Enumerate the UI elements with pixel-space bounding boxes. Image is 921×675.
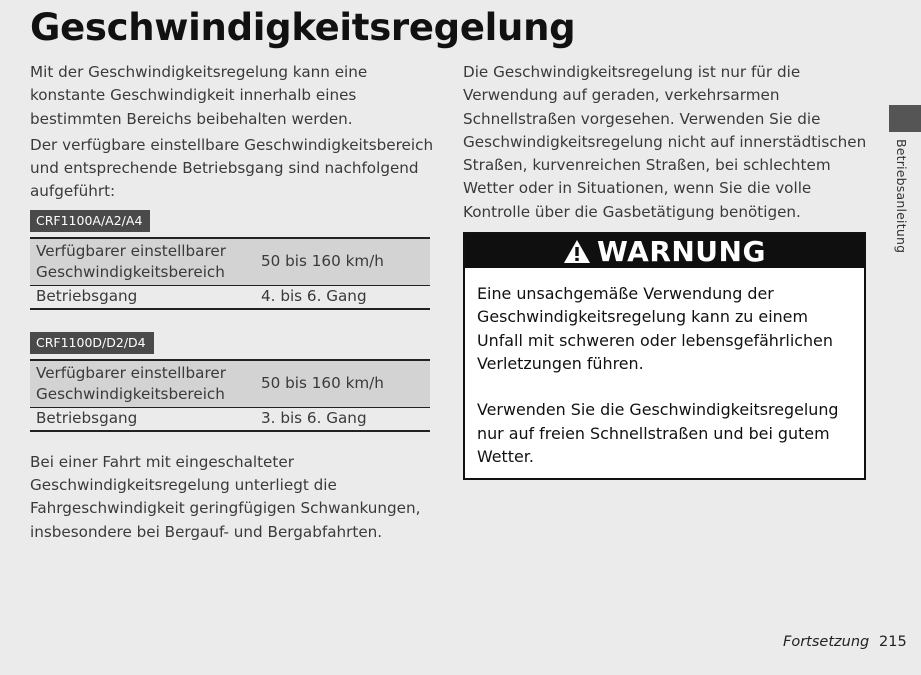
warning-title: WARNUNG	[597, 234, 766, 268]
warning-box	[463, 232, 866, 480]
spec-table-d	[30, 359, 430, 432]
continued-label: Fortsetzung	[783, 634, 870, 650]
intro-paragraph: Mit der Geschwindigkeitsregelung kann eine konstante Geschwindigkeit innerhalb eines bestimmten Bereichs beibehalten werden.	[30, 63, 368, 128]
table-cell-value: 4. bis 6. Gang	[255, 285, 430, 309]
usage-paragraph: Die Geschwindigkeitsregelung ist nur für die Verwendung auf geraden, verkehrsarmen Schnellstraßen vorgesehen. Verwenden Sie die Geschwindigkeitsregelung nicht auf innerstädtischen Straßen, kurvenreichen Straßen, bei schlechtem Wetter oder in Situationen, wenn Sie die volle Kontrolle über die Gasbetätigung benötigen.	[463, 63, 867, 221]
warning-text-usage: Verwenden Sie die Geschwindigkeitsregelung nur auf freien Schnellstraßen und bei gutem Wetter.	[477, 400, 839, 466]
spec-table-a	[30, 237, 430, 310]
table-row	[30, 407, 430, 431]
left-column	[30, 61, 435, 544]
warning-triangle-icon	[563, 239, 591, 264]
table-cell-value: 50 bis 160 km/h	[255, 360, 430, 408]
table-row	[30, 238, 430, 286]
table-cell-value: 50 bis 160 km/h	[255, 238, 430, 286]
warning-header	[465, 234, 864, 268]
table-cell-label: Betriebsgang	[30, 407, 255, 431]
chapter-label: Betriebsanleitung	[894, 139, 909, 254]
table-cell-label: Verfügbarer einstellbarer Geschwindigkeitsbereich	[30, 360, 255, 408]
warning-text-risk: Eine unsachgemäße Verwendung der Geschwindigkeitsregelung kann zu einem Unfall mit schweren oder lebensgefährlichen Verletzungen führen.	[477, 284, 833, 373]
model-tag-a: CRF1100A/A2/A4	[30, 210, 150, 232]
table-row	[30, 360, 430, 408]
table-cell-label: Verfügbarer einstellbarer Geschwindigkeitsbereich	[30, 238, 255, 286]
warning-body	[465, 268, 864, 478]
range-intro-paragraph: Der verfügbare einstellbare Geschwindigkeitsbereich und entsprechende Betriebsgang sind nachfolgend aufgeführt:	[30, 135, 434, 201]
page-number: 215	[879, 634, 907, 650]
model-tag-d: CRF1100D/D2/D4	[30, 332, 154, 354]
page-title: Geschwindigkeitsregelung	[30, 6, 576, 49]
table-cell-label: Betriebsgang	[30, 285, 255, 309]
table-cell-value: 3. bis 6. Gang	[255, 407, 430, 431]
right-column	[463, 61, 868, 480]
chapter-tab	[889, 105, 921, 132]
table-row	[30, 285, 430, 309]
fluctuation-note: Bei einer Fahrt mit eingeschalteter Geschwindigkeitsregelung unterliegt die Fahrgeschwindigkeit geringfügigen Schwankungen, insbesondere bei Bergauf- und Bergabfahrten.	[30, 452, 421, 541]
